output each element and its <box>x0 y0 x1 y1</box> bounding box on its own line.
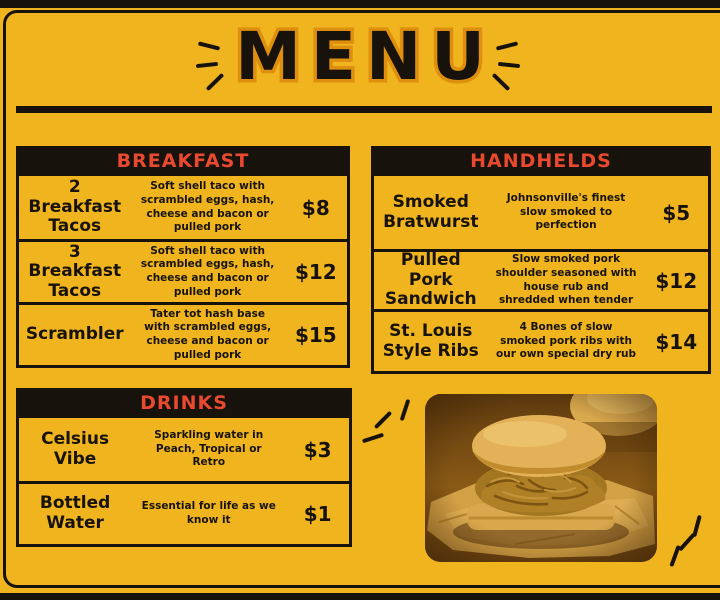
item-description: Tater tot hash base with scrambled eggs, cheese and bacon or pulled pork <box>144 307 272 361</box>
title-row <box>0 18 720 95</box>
section-title: HANDHELDS <box>371 146 711 176</box>
item-price: $12 <box>294 260 337 284</box>
pulled-pork-sandwich-photo <box>425 394 657 562</box>
title-divider-rule <box>16 106 712 113</box>
section-title: BREAKFAST <box>16 146 350 176</box>
item-price: $5 <box>662 200 691 225</box>
item-description: Soft shell taco with scrambled eggs, hash, cheese and bacon or pulled pork <box>140 180 275 234</box>
item-name: Scrambler <box>25 324 124 345</box>
menu-item-row <box>19 176 347 239</box>
item-description: Slow smoked pork shoulder seasoned with house rub and shredded when tender <box>495 253 637 307</box>
item-price: $12 <box>655 268 698 293</box>
item-description: 4 Bones of slow smoked pork ribs with our own special dry rub <box>496 321 637 361</box>
menu-item-row <box>374 176 708 249</box>
item-name: 2 Breakfast Tacos <box>28 177 122 237</box>
item-price: $15 <box>294 323 337 347</box>
bottom-edge-bar <box>0 593 720 600</box>
menu-item-row <box>374 309 708 371</box>
menu-item-row <box>374 249 708 309</box>
section-title: DRINKS <box>16 388 352 418</box>
item-price: $8 <box>301 195 330 220</box>
section-breakfast <box>16 146 350 368</box>
menu-item-row <box>19 418 349 481</box>
section-drinks <box>16 388 352 547</box>
item-price: $1 <box>303 502 332 526</box>
item-name: 3 Breakfast Tacos <box>28 241 122 301</box>
item-name: Pulled Pork Sandwich <box>384 250 477 310</box>
menu-item-row <box>19 481 349 544</box>
menu-item-row <box>19 302 347 365</box>
menu-item-row <box>19 239 347 302</box>
item-description: Sparkling water in Peach, Tropical or Retro <box>154 429 264 469</box>
sandwich-illustration <box>425 394 657 562</box>
item-description: Johnsonville's finest slow smoked to perfection <box>506 192 626 232</box>
item-description: Essential for life as we know it <box>141 500 276 526</box>
page-title: MENU <box>235 18 495 95</box>
item-name: Bottled Water <box>39 493 111 533</box>
drinks-items <box>16 418 352 547</box>
item-price: $3 <box>303 437 332 462</box>
item-description: Soft shell taco with scrambled eggs, hash, cheese and bacon or pulled pork <box>140 244 275 298</box>
item-name: Smoked Bratwurst <box>383 191 479 232</box>
section-handhelds <box>371 146 711 374</box>
top-edge-bar <box>0 0 720 8</box>
item-name: St. Louis Style Ribs <box>382 320 479 361</box>
item-price: $14 <box>655 329 698 354</box>
handhelds-items <box>371 176 711 374</box>
item-name: Celsius Vibe <box>41 428 110 469</box>
breakfast-items <box>16 176 350 368</box>
